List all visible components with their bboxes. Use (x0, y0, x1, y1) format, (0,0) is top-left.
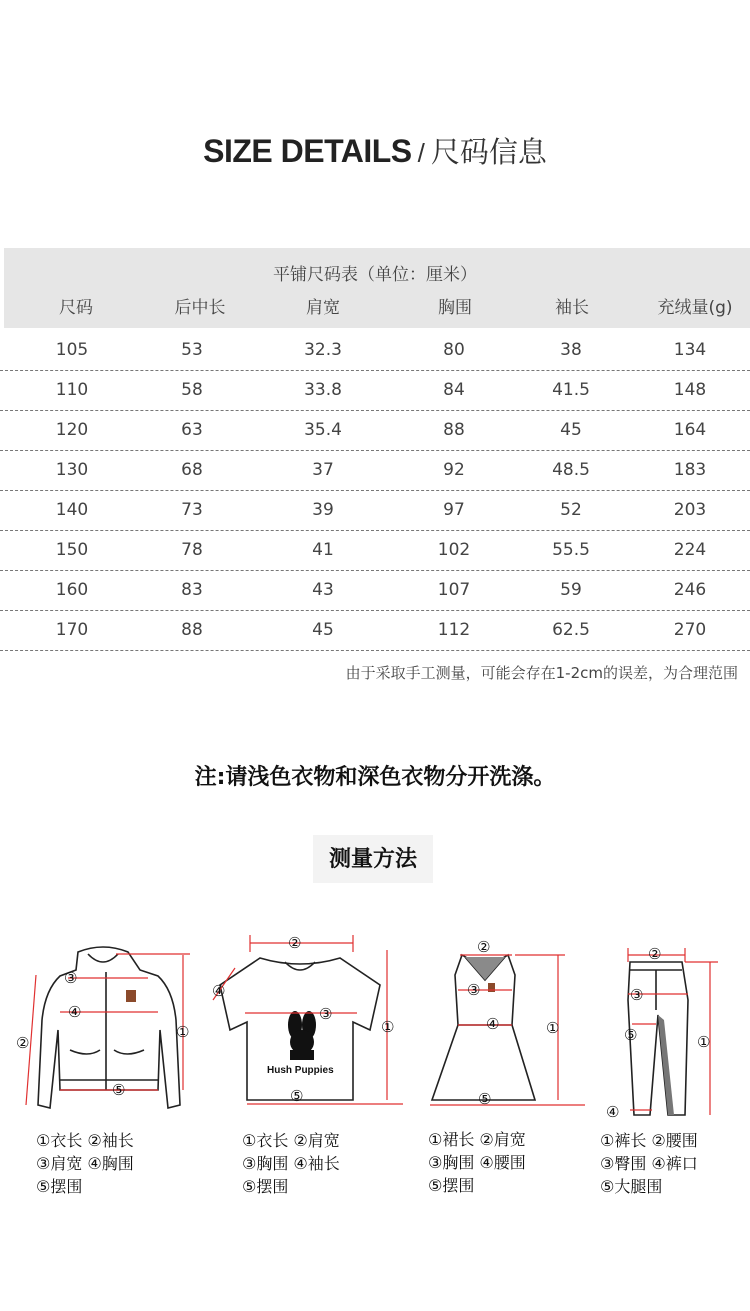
cell-size: 110 (55, 380, 89, 400)
legend-line: ①衣长 ②肩宽 (242, 1131, 340, 1150)
cell-fill-weight: 224 (673, 540, 707, 560)
legend-line: ③臀围 ④裤口 (600, 1154, 698, 1173)
table-row (0, 570, 750, 611)
dress-marker-3: ③ (467, 981, 481, 999)
header-size: 尺码 (59, 298, 93, 318)
jacket-legend (36, 1129, 134, 1198)
cell-size: 130 (55, 460, 89, 480)
cell-fill-weight: 134 (673, 340, 707, 360)
cell-size: 160 (55, 580, 89, 600)
legend-line: ③胸围 ④腰围 (428, 1153, 526, 1172)
cell-fill-weight: 246 (673, 580, 707, 600)
pants-marker-4: ④ (606, 1103, 620, 1120)
tshirt-diagram (205, 930, 405, 1110)
cell-back-length: 73 (181, 500, 203, 520)
cell-size: 120 (55, 420, 89, 440)
cell-fill-weight: 148 (673, 380, 707, 400)
tshirt-marker-1: ① (381, 1018, 395, 1036)
dress-diagram (420, 935, 590, 1115)
table-row (0, 450, 750, 491)
cell-fill-weight: 270 (673, 620, 707, 640)
dress-marker-5: ⑤ (478, 1090, 492, 1108)
cell-chest: 102 (437, 540, 471, 560)
cell-fill-weight: 183 (673, 460, 707, 480)
cell-size: 105 (55, 340, 89, 360)
tshirt-marker-3: ③ (319, 1005, 333, 1023)
header-chest: 胸围 (438, 298, 472, 318)
cell-shoulder: 32.3 (304, 340, 342, 360)
legend-line: ⑤大腿围 (600, 1177, 663, 1196)
cell-fill-weight: 164 (673, 420, 707, 440)
jacket-marker-2: ② (16, 1034, 30, 1052)
legend-line: ⑤摆围 (428, 1176, 475, 1195)
cell-back-length: 63 (181, 420, 203, 440)
cell-size: 150 (55, 540, 89, 560)
header-shoulder: 肩宽 (306, 298, 340, 318)
cell-shoulder: 37 (312, 460, 334, 480)
cell-sleeve: 55.5 (552, 540, 590, 560)
cell-chest: 112 (437, 620, 471, 640)
table-row (0, 530, 750, 571)
pants-marker-5: ⑤ (624, 1026, 638, 1044)
tshirt-marker-4: ④ (212, 982, 226, 1000)
cell-shoulder: 43 (312, 580, 334, 600)
jacket-marker-5: ⑤ (112, 1081, 126, 1099)
pants-diagram (600, 940, 745, 1120)
cell-back-length: 83 (181, 580, 203, 600)
jacket-marker-3: ③ (64, 969, 78, 987)
cell-back-length: 58 (181, 380, 203, 400)
cell-back-length: 78 (181, 540, 203, 560)
cell-sleeve: 52 (560, 500, 582, 520)
legend-line: ③胸围 ④袖长 (242, 1154, 340, 1173)
cell-chest: 80 (443, 340, 465, 360)
legend-line: ⑤摆围 (36, 1177, 83, 1196)
pants-marker-2: ② (648, 945, 662, 963)
cell-size: 170 (55, 620, 89, 640)
tshirt-marker-5: ⑤ (290, 1087, 304, 1105)
cell-sleeve: 59 (560, 580, 582, 600)
page-title (0, 130, 750, 171)
dress-marker-1: ① (546, 1019, 560, 1037)
dress-marker-2: ② (477, 938, 491, 956)
title-chinese: 尺码信息 (430, 135, 547, 169)
cell-shoulder: 45 (312, 620, 334, 640)
legend-line: ③肩宽 ④胸围 (36, 1154, 134, 1173)
jacket-diagram (8, 940, 198, 1125)
pants-legend (600, 1129, 698, 1198)
cell-back-length: 53 (181, 340, 203, 360)
cell-chest: 88 (443, 420, 465, 440)
table-row (0, 370, 750, 411)
cell-shoulder: 33.8 (304, 380, 342, 400)
cell-chest: 107 (437, 580, 471, 600)
legend-line: ⑤摆围 (242, 1177, 289, 1196)
cell-chest: 92 (443, 460, 465, 480)
cell-shoulder: 39 (312, 500, 334, 520)
measurement-error-note: 由于采取手工测量，可能会存在1-2cm的误差，为合理范围 (345, 664, 738, 682)
header-sleeve: 袖长 (555, 298, 589, 318)
cell-sleeve: 45 (560, 420, 582, 440)
tshirt-marker-2: ② (288, 934, 302, 952)
table-row (0, 330, 750, 371)
cell-fill-weight: 203 (673, 500, 707, 520)
cell-shoulder: 41 (312, 540, 334, 560)
cell-sleeve: 48.5 (552, 460, 590, 480)
cell-chest: 97 (443, 500, 465, 520)
cell-sleeve: 38 (560, 340, 582, 360)
table-row (0, 490, 750, 531)
tshirt-legend (242, 1129, 340, 1198)
size-table-header-row (0, 293, 750, 319)
legend-line: ①裙长 ②肩宽 (428, 1130, 526, 1149)
cell-size: 140 (55, 500, 89, 520)
pants-marker-1: ① (697, 1033, 711, 1051)
measurement-method-title: 测量方法 (313, 835, 433, 883)
dress-legend (428, 1128, 526, 1197)
cell-chest: 84 (443, 380, 465, 400)
title-english: SIZE DETAILS (203, 133, 412, 169)
legend-line: ①衣长 ②袖长 (36, 1131, 134, 1150)
cell-back-length: 68 (181, 460, 203, 480)
cell-back-length: 88 (181, 620, 203, 640)
table-row (0, 410, 750, 451)
wash-note: 注:请浅色衣物和深色衣物分开洗涤。 (194, 765, 556, 790)
header-back-length: 后中长 (174, 298, 226, 318)
jacket-marker-1: ① (176, 1023, 190, 1041)
size-table-caption: 平铺尺码表（单位：厘米） (273, 265, 477, 285)
pants-marker-3: ③ (630, 986, 644, 1004)
jacket-marker-4: ④ (68, 1003, 82, 1021)
legend-line: ①裤长 ②腰围 (600, 1131, 698, 1150)
dress-marker-4: ④ (486, 1015, 500, 1033)
cell-sleeve: 41.5 (552, 380, 590, 400)
table-row (0, 610, 750, 651)
title-separator: / (417, 138, 425, 168)
header-fill-weight: 充绒量(g) (657, 298, 733, 318)
cell-shoulder: 35.4 (304, 420, 342, 440)
tshirt-brand-logo: Hush Puppies (267, 1065, 334, 1076)
cell-sleeve: 62.5 (552, 620, 590, 640)
